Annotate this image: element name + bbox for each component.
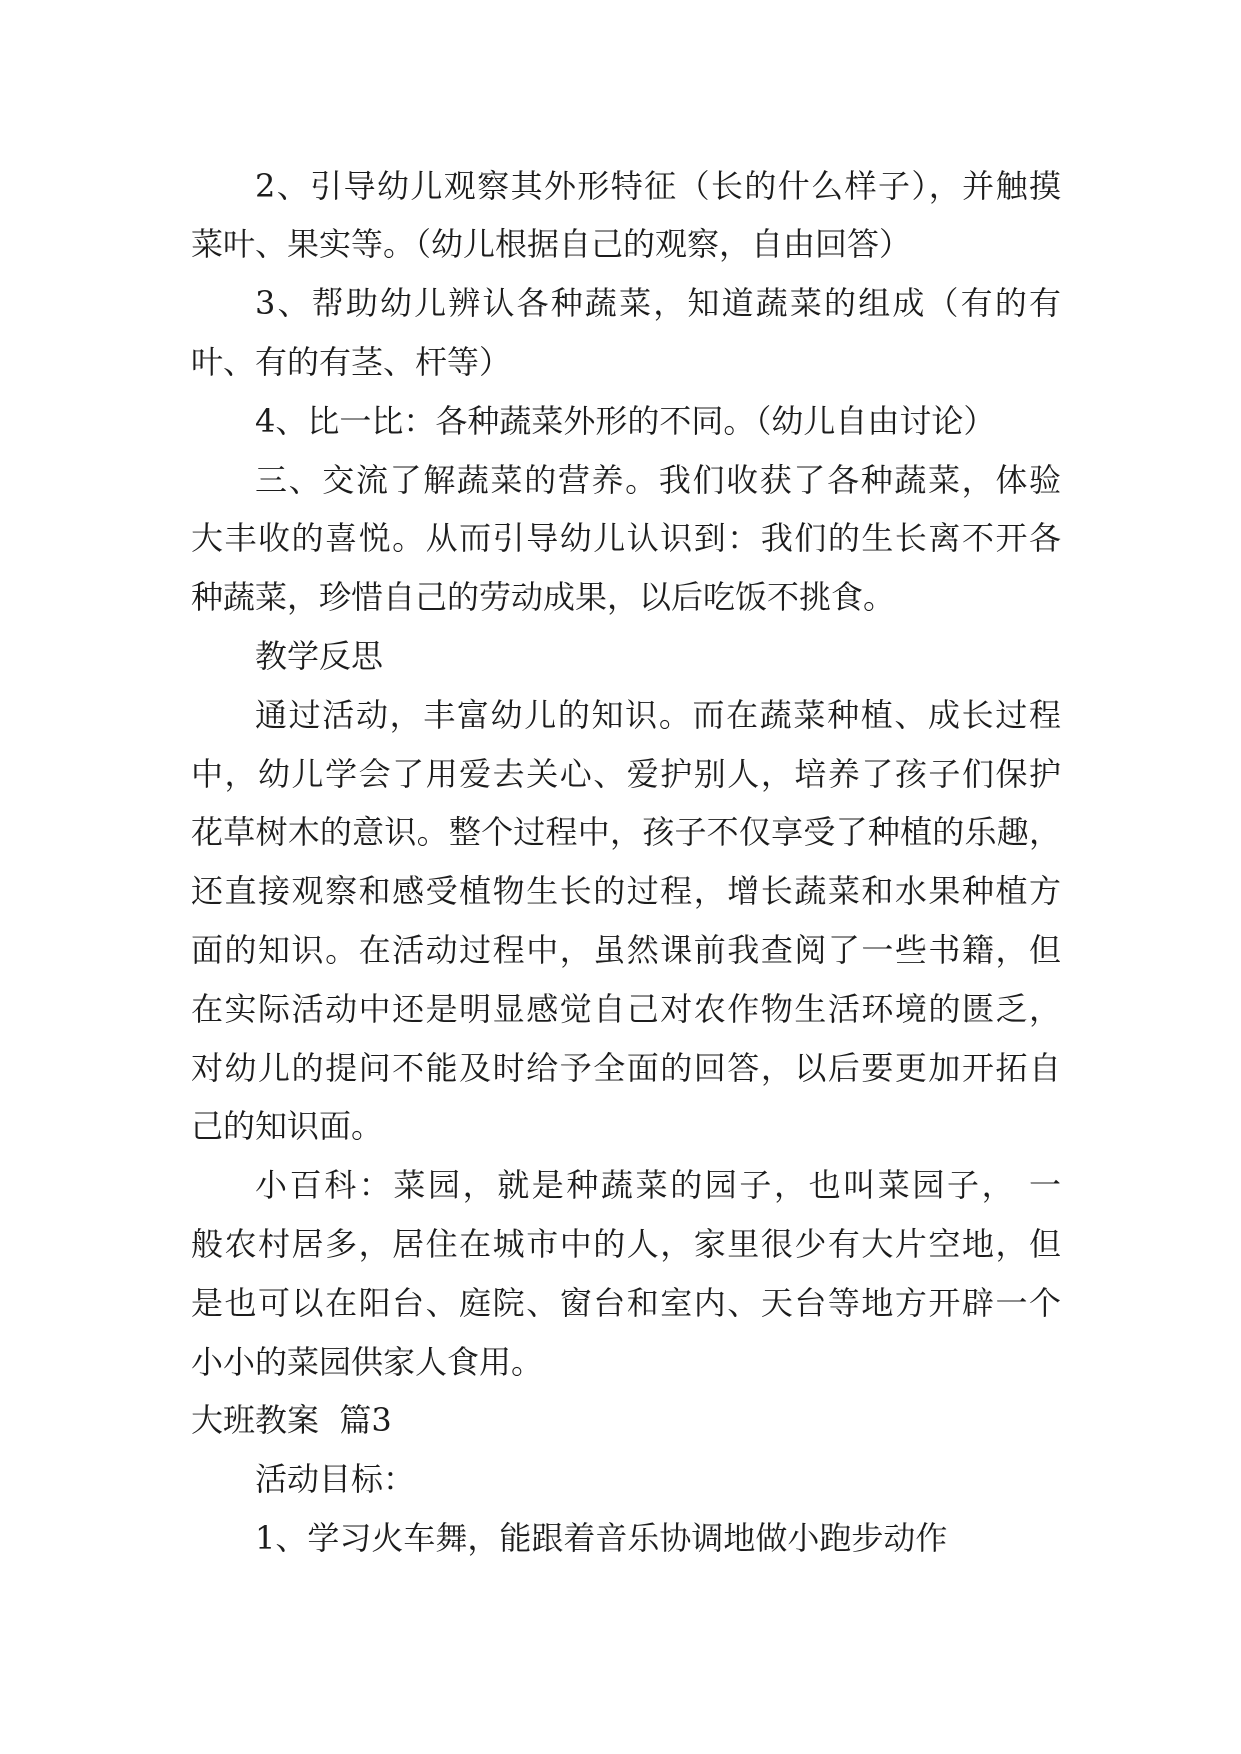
paragraph xyxy=(191,686,1061,1156)
text-line: 还直接观察和感受植物生长的过程，增长蔬菜和水果种植方 xyxy=(191,872,1061,911)
text-line: 般农村居多，居住在城市中的人，家里很少有大片空地，但 xyxy=(191,1224,1061,1263)
text-line: 种蔬菜，珍惜自己的劳动成果，以后吃饭不挑食。 xyxy=(191,578,896,617)
paragraph xyxy=(191,451,1061,627)
text-line: 小小的菜园供家人食用。 xyxy=(191,1342,544,1381)
text-line: 在实际活动中还是明显感觉自己对农作物生活环境的匮乏， xyxy=(191,989,1061,1028)
text-line: 己的知识面。 xyxy=(191,1107,384,1146)
text-line: 面的知识。在活动过程中，虽然课前我查阅了一些书籍，但 xyxy=(191,930,1061,969)
text-line: 小百科：菜园，就是种蔬菜的园子，也叫菜园子， 一 xyxy=(255,1166,1061,1205)
text-line: 2、引导幼儿观察其外形特征（长的什么样子），并触摸 xyxy=(255,166,1061,205)
paragraph xyxy=(191,1450,1061,1509)
text-line: 叶、有的有茎、杆等） xyxy=(191,342,512,381)
text-line: 大丰收的喜悦。从而引导幼儿认识到：我们的生长离不开各 xyxy=(191,519,1061,558)
text-line: 4、比一比：各种蔬菜外形的不同。（幼儿自由讨论） xyxy=(255,401,996,440)
document-body xyxy=(191,157,1061,1568)
text-line: 3、帮助幼儿辨认各种蔬菜，知道蔬菜的组成（有的有 xyxy=(255,284,1061,323)
text-line: 通过活动，丰富幼儿的知识。而在蔬菜种植、成长过程 xyxy=(255,695,1061,734)
text-line: 活动目标： xyxy=(255,1460,416,1499)
text-line: 对幼儿的提问不能及时给予全面的回答，以后要更加开拓自 xyxy=(191,1048,1061,1087)
paragraph xyxy=(191,1156,1061,1391)
paragraph xyxy=(191,1509,1061,1568)
paragraph xyxy=(191,157,1061,275)
text-line: 中，幼儿学会了用爱去关心、爱护别人，培养了孩子们保护 xyxy=(191,754,1061,793)
text-line: 花草树木的意识。整个过程中，孩子不仅享受了种植的乐趣， xyxy=(191,813,1061,852)
paragraph xyxy=(191,392,1061,451)
text-line: 是也可以在阳台、庭院、窗台和室内、天台等地方开辟一个 xyxy=(191,1283,1061,1322)
paragraph xyxy=(191,274,1061,392)
section-heading: 教学反思 xyxy=(255,636,384,675)
document-section xyxy=(191,157,1061,1392)
text-line: 1、学习火车舞，能跟着音乐协调地做小跑步动作 xyxy=(255,1518,948,1557)
text-line: 三、交流了解蔬菜的营养。我们收获了各种蔬菜，体验 xyxy=(255,460,1061,499)
text-line: 菜叶、果实等。（幼儿根据自己的观察，自由回答） xyxy=(191,225,912,264)
document-section xyxy=(191,1391,1061,1567)
paragraph xyxy=(191,627,1061,686)
section-title: 大班教案 篇3 xyxy=(191,1401,392,1440)
